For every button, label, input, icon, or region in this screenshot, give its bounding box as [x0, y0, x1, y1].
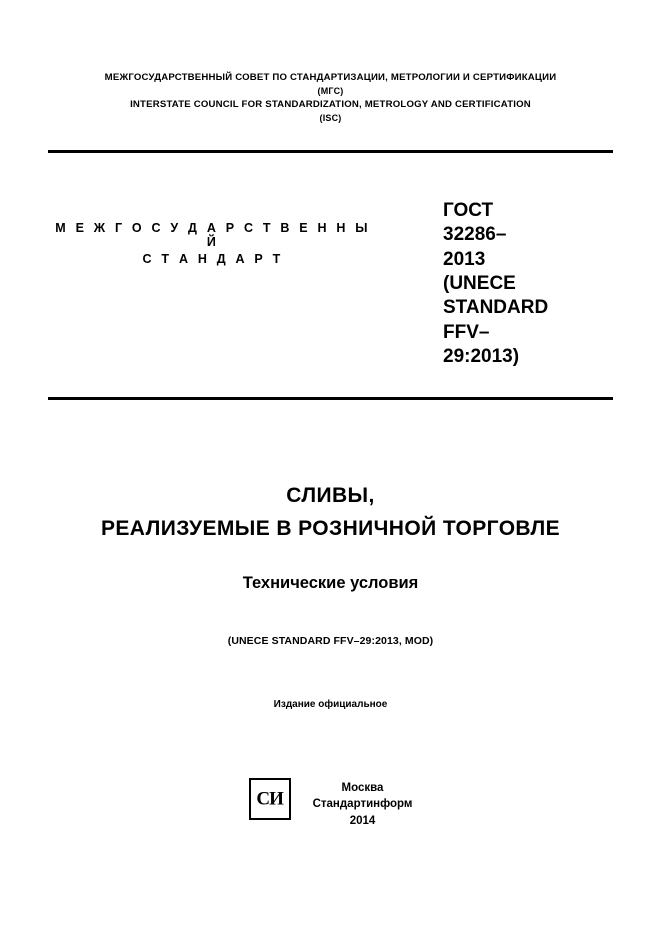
- publisher-name: Стандартинформ: [312, 798, 413, 811]
- council-en-line2: (ISC): [319, 113, 342, 124]
- page-subtitle: Технические условия: [242, 574, 419, 593]
- council-en-line1: INTERSTATE COUNCIL FOR STANDARDIZATION, METROLOGY AND CERTIFICATION: [130, 99, 531, 111]
- publisher-city: Москва: [341, 782, 384, 794]
- council-header: [48, 0, 613, 124]
- standard-number-line6: FFV–: [443, 321, 490, 343]
- publisher-text: [313, 778, 413, 829]
- standard-type-line2: С Т А Н Д А Р Т: [142, 252, 284, 267]
- title-block: [48, 484, 613, 710]
- standard-number-line3: 2013: [443, 248, 486, 270]
- standard-number-line1: ГОСТ: [443, 200, 494, 222]
- logo-glyph: СИ: [256, 788, 283, 810]
- publisher-year: 2014: [349, 814, 376, 827]
- divider-top: [48, 150, 613, 153]
- standard-type-label: [48, 199, 378, 266]
- publisher-block: [0, 778, 661, 829]
- standard-number-line5: STANDARD: [443, 297, 549, 319]
- page-title-line1: СЛИВЫ,: [286, 484, 375, 508]
- page-title-line2: РЕАЛИЗУЕМЫЕ В РОЗНИЧНОЙ ТОРГОВЛЕ: [100, 517, 561, 541]
- equivalence-note: (UNECE STANDARD FFV–29:2013, MOD): [227, 635, 434, 648]
- council-ru-line1: МЕЖГОСУДАРСТВЕННЫЙ СОВЕТ ПО СТАНДАРТИЗАЦИИ, МЕТРОЛОГИИ И СЕРТИФИКАЦИИ: [104, 72, 557, 83]
- standard-number-line7: 29:2013): [443, 346, 520, 368]
- standard-type-line1: М Е Ж Г О С У Д А Р С Т В Е Н Н Ы Й: [55, 221, 371, 250]
- standard-number-line4: (UNECE: [443, 273, 516, 295]
- standard-designation-block: [48, 199, 613, 369]
- standard-number: [443, 199, 613, 369]
- edition-note: Издание официальное: [273, 699, 388, 711]
- divider-bottom: [48, 397, 613, 400]
- standartinform-logo-icon: [249, 778, 291, 820]
- standard-number-line2: 32286–: [443, 224, 507, 246]
- council-ru-line2: (МГС): [317, 85, 344, 96]
